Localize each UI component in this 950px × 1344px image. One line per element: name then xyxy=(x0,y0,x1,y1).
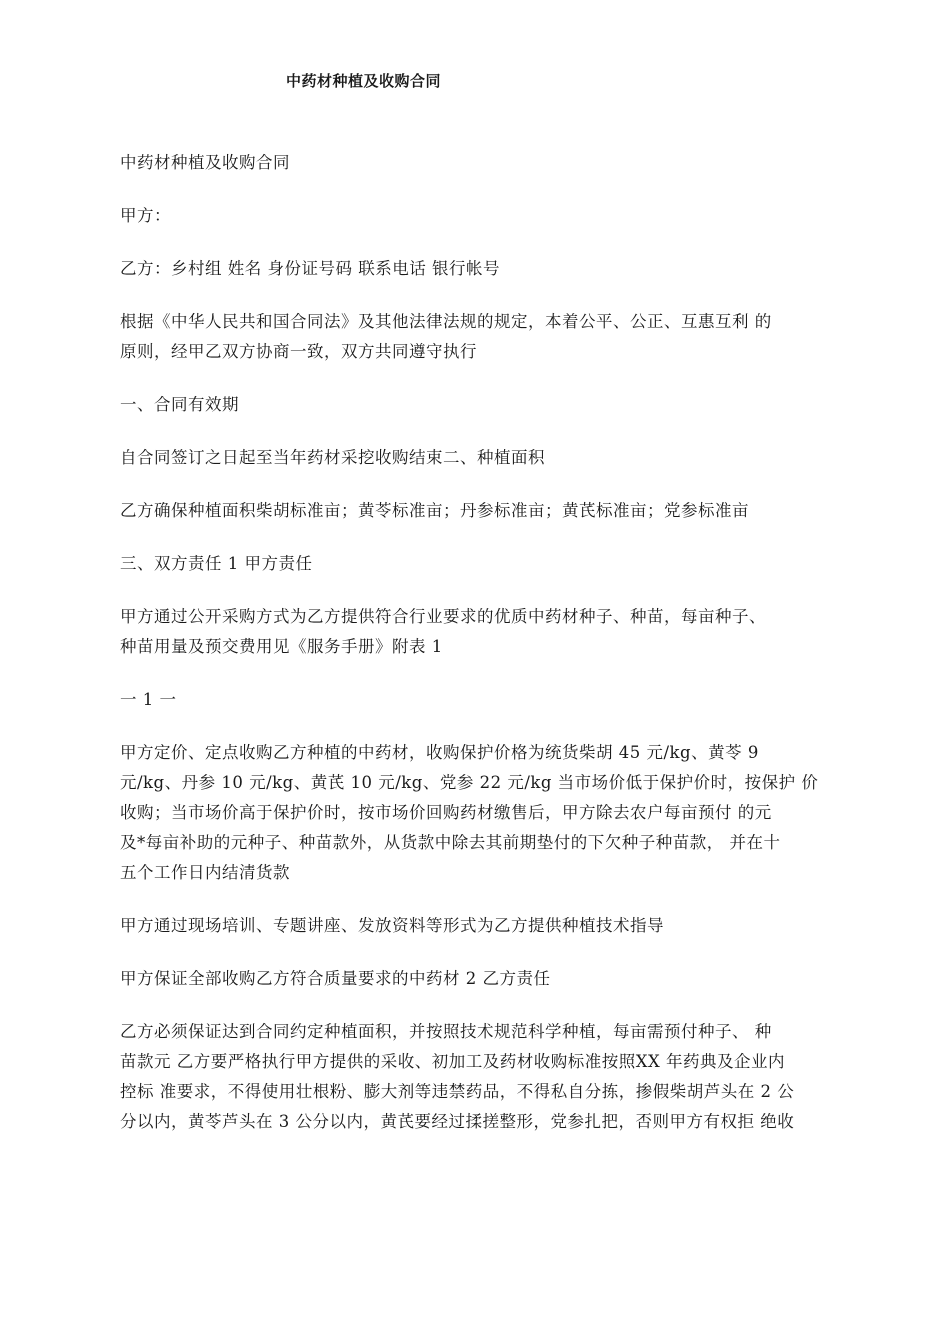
paragraph-line: 根据《中华人民共和国合同法》及其他法律法规的规定，本着公平、公正、互惠互利 的 xyxy=(120,312,772,331)
paragraph xyxy=(120,738,832,888)
paragraph-line: 甲方定价、定点收购乙方种植的中药材，收购保护价格为统货柴胡 45 元/kg、黄苓 9 xyxy=(120,743,759,762)
paragraph xyxy=(120,602,832,662)
paragraph-line: 甲方： xyxy=(120,206,171,225)
paragraph xyxy=(120,254,832,284)
paragraph xyxy=(120,443,832,473)
paragraph-line: 甲方保证全部收购乙方符合质量要求的中药材 2 乙方责任 xyxy=(120,969,551,988)
paragraph-line: 分以内，黄苓芦头在 3 公分以内，黄芪要经过揉搓整形，党参扎把，否则甲方有权拒 绝收 xyxy=(120,1112,795,1131)
paragraph-line: 甲方通过现场培训、专题讲座、发放资料等形式为乙方提供种植技术指导 xyxy=(120,916,664,935)
paragraph-line: 及*每亩补助的元种子、种苗款外，从货款中除去其前期垫付的下欠种子种苗款， 并在十 xyxy=(120,833,781,852)
paragraph xyxy=(120,390,832,420)
document-header-title: 中药材种植及收购合同 xyxy=(286,72,442,90)
paragraph xyxy=(120,685,832,715)
paragraph-line: 原则，经甲乙双方协商一致，双方共同遵守执行 xyxy=(120,342,477,361)
paragraph-line: 中药材种植及收购合同 xyxy=(120,153,290,172)
paragraph-line: 五个工作日内结清货款 xyxy=(120,863,290,882)
paragraph-line: 收购；当市场价高于保护价时，按市场价回购药材缴售后，甲方除去农户每亩预付 的元 xyxy=(120,803,772,822)
paragraph-line: 苗款元 乙方要严格执行甲方提供的采收、初加工及药材收购标准按照XX 年药典及企业内 xyxy=(120,1052,785,1071)
paragraph-line: 甲方通过公开采购方式为乙方提供符合行业要求的优质中药材种子、种苗，每亩种子、 xyxy=(120,607,766,626)
paragraph-line: 一、合同有效期 xyxy=(120,395,239,414)
paragraph-line: 元/kg、丹参 10 元/kg、黄芪 10 元/kg、党参 22 元/kg 当市场价低于保护价时，按保护 价 xyxy=(120,773,819,792)
paragraph xyxy=(120,148,832,178)
paragraph xyxy=(120,496,832,526)
paragraph-line: 一 1 一 xyxy=(120,690,177,709)
paragraph xyxy=(120,201,832,231)
paragraph-line: 乙方确保种植面积柴胡标准亩；黄苓标准亩；丹参标准亩；黄芪标准亩；党参标准亩 xyxy=(120,501,749,520)
document-body xyxy=(120,148,832,1160)
paragraph xyxy=(120,964,832,994)
paragraph-line: 乙方：乡村组 姓名 身份证号码 联系电话 银行帐号 xyxy=(120,259,500,278)
paragraph-line: 种苗用量及预交费用见《服务手册》附表 1 xyxy=(120,637,443,656)
paragraph xyxy=(120,1017,832,1137)
paragraph-line: 自合同签订之日起至当年药材采挖收购结束二、种植面积 xyxy=(120,448,545,467)
paragraph-line: 三、双方责任 1 甲方责任 xyxy=(120,554,313,573)
paragraph-line: 乙方必须保证达到合同约定种植面积，并按照技术规范科学种植，每亩需预付种子、 种 xyxy=(120,1022,772,1041)
paragraph xyxy=(120,549,832,579)
paragraph xyxy=(120,307,832,367)
paragraph-line: 控标 准要求，不得使用壮根粉、膨大剂等违禁药品，不得私自分拣，掺假柴胡芦头在 2 公 xyxy=(120,1082,795,1101)
paragraph xyxy=(120,911,832,941)
